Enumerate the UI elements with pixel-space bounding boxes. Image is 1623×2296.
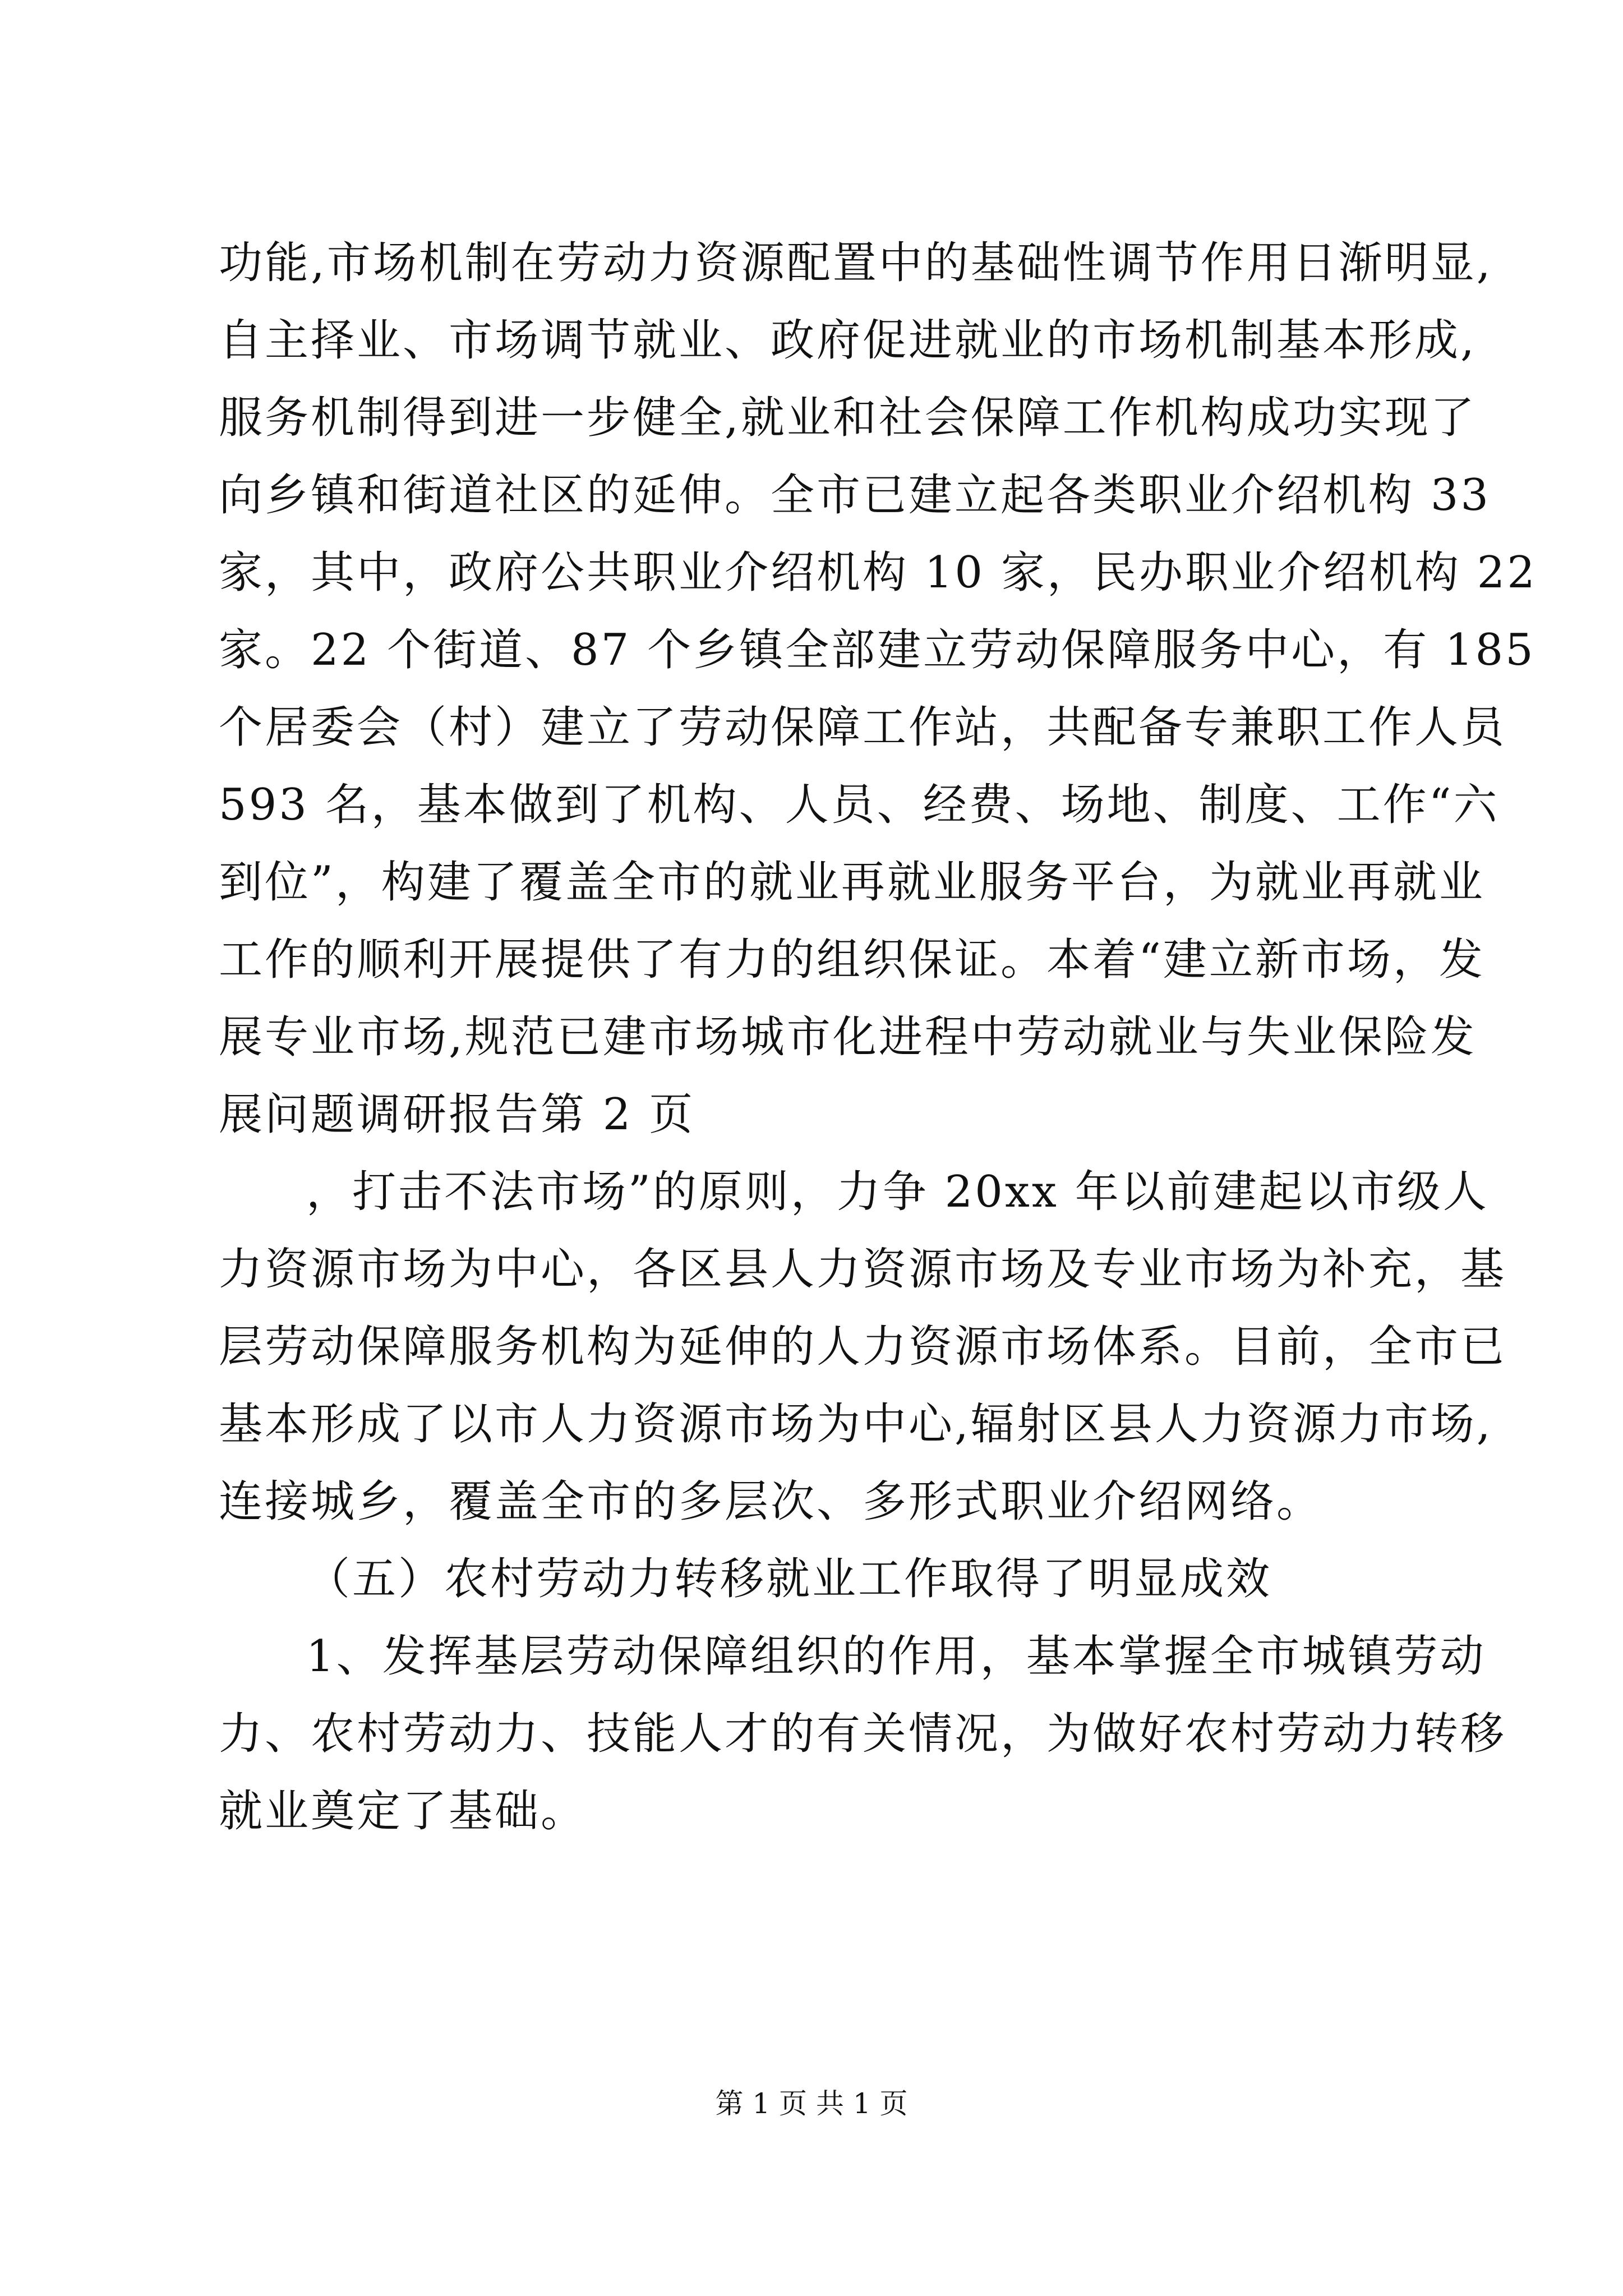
text-line: 向乡镇和街道社区的延伸。全市已建立起各类职业介绍机构 33 <box>219 470 1491 521</box>
text-line: 力资源市场为中心，各区县人力资源市场及专业市场为补充，基 <box>219 1244 1507 1295</box>
text-line: 基本形成了以市人力资源市场为中心,辐射区县人力资源力市场, <box>219 1399 1493 1450</box>
text-line: 力、农村劳动力、技能人才的有关情况，为做好农村劳动力转移 <box>219 1709 1507 1759</box>
text-line: 功能,市场机制在劳动力资源配置中的基础性调节作用日渐明显, <box>219 238 1493 288</box>
text-line: 服务机制得到进一步健全,就业和社会保障工作机构成功实现了 <box>219 393 1477 443</box>
text-line: 层劳动保障服务机构为延伸的人力资源市场体系。目前，全市已 <box>219 1322 1507 1372</box>
text-line: 个居委会（村）建立了劳动保障工作站，共配备专兼职工作人员 <box>219 702 1507 753</box>
text-line: 自主择业、市场调节就业、政府促进就业的市场机制基本形成, <box>219 315 1477 366</box>
page-footer: 第 1 页 共 1 页 <box>715 2087 908 2120</box>
text-line: 展问题调研报告第 2 页 <box>219 1089 695 1140</box>
text-line: 到位”，构建了覆盖全市的就业再就业服务平台，为就业再就业 <box>219 857 1485 908</box>
document-body <box>219 224 1537 1850</box>
text-line: 就业奠定了基础。 <box>219 1786 587 1837</box>
text-line: 工作的顺利开展提供了有力的组织保证。本着“建立新市场，发 <box>219 935 1485 985</box>
text-line: ，打击不法市场”的原则，力争 20xx 年以前建起以市级人 <box>306 1167 1489 1217</box>
text-line: 1、发挥基层劳动保障组织的作用，基本掌握全市城镇劳动 <box>306 1631 1486 1682</box>
text-line: 连接城乡，覆盖全市的多层次、多形式职业介绍网络。 <box>219 1476 1323 1527</box>
text-line: 家，其中，政府公共职业介绍机构 10 家，民办职业介绍机构 22 <box>219 547 1537 598</box>
text-line: 593 名，基本做到了机构、人员、经费、场地、制度、工作“六 <box>219 780 1500 830</box>
section-heading: （五）农村劳动力转移就业工作取得了明显成效 <box>306 1554 1272 1604</box>
text-line: 展专业市场,规范已建市场城市化进程中劳动就业与失业保险发 <box>219 1012 1477 1062</box>
text-line: 家。22 个街道、87 个乡镇全部建立劳动保障服务中心，有 185 <box>219 625 1536 675</box>
